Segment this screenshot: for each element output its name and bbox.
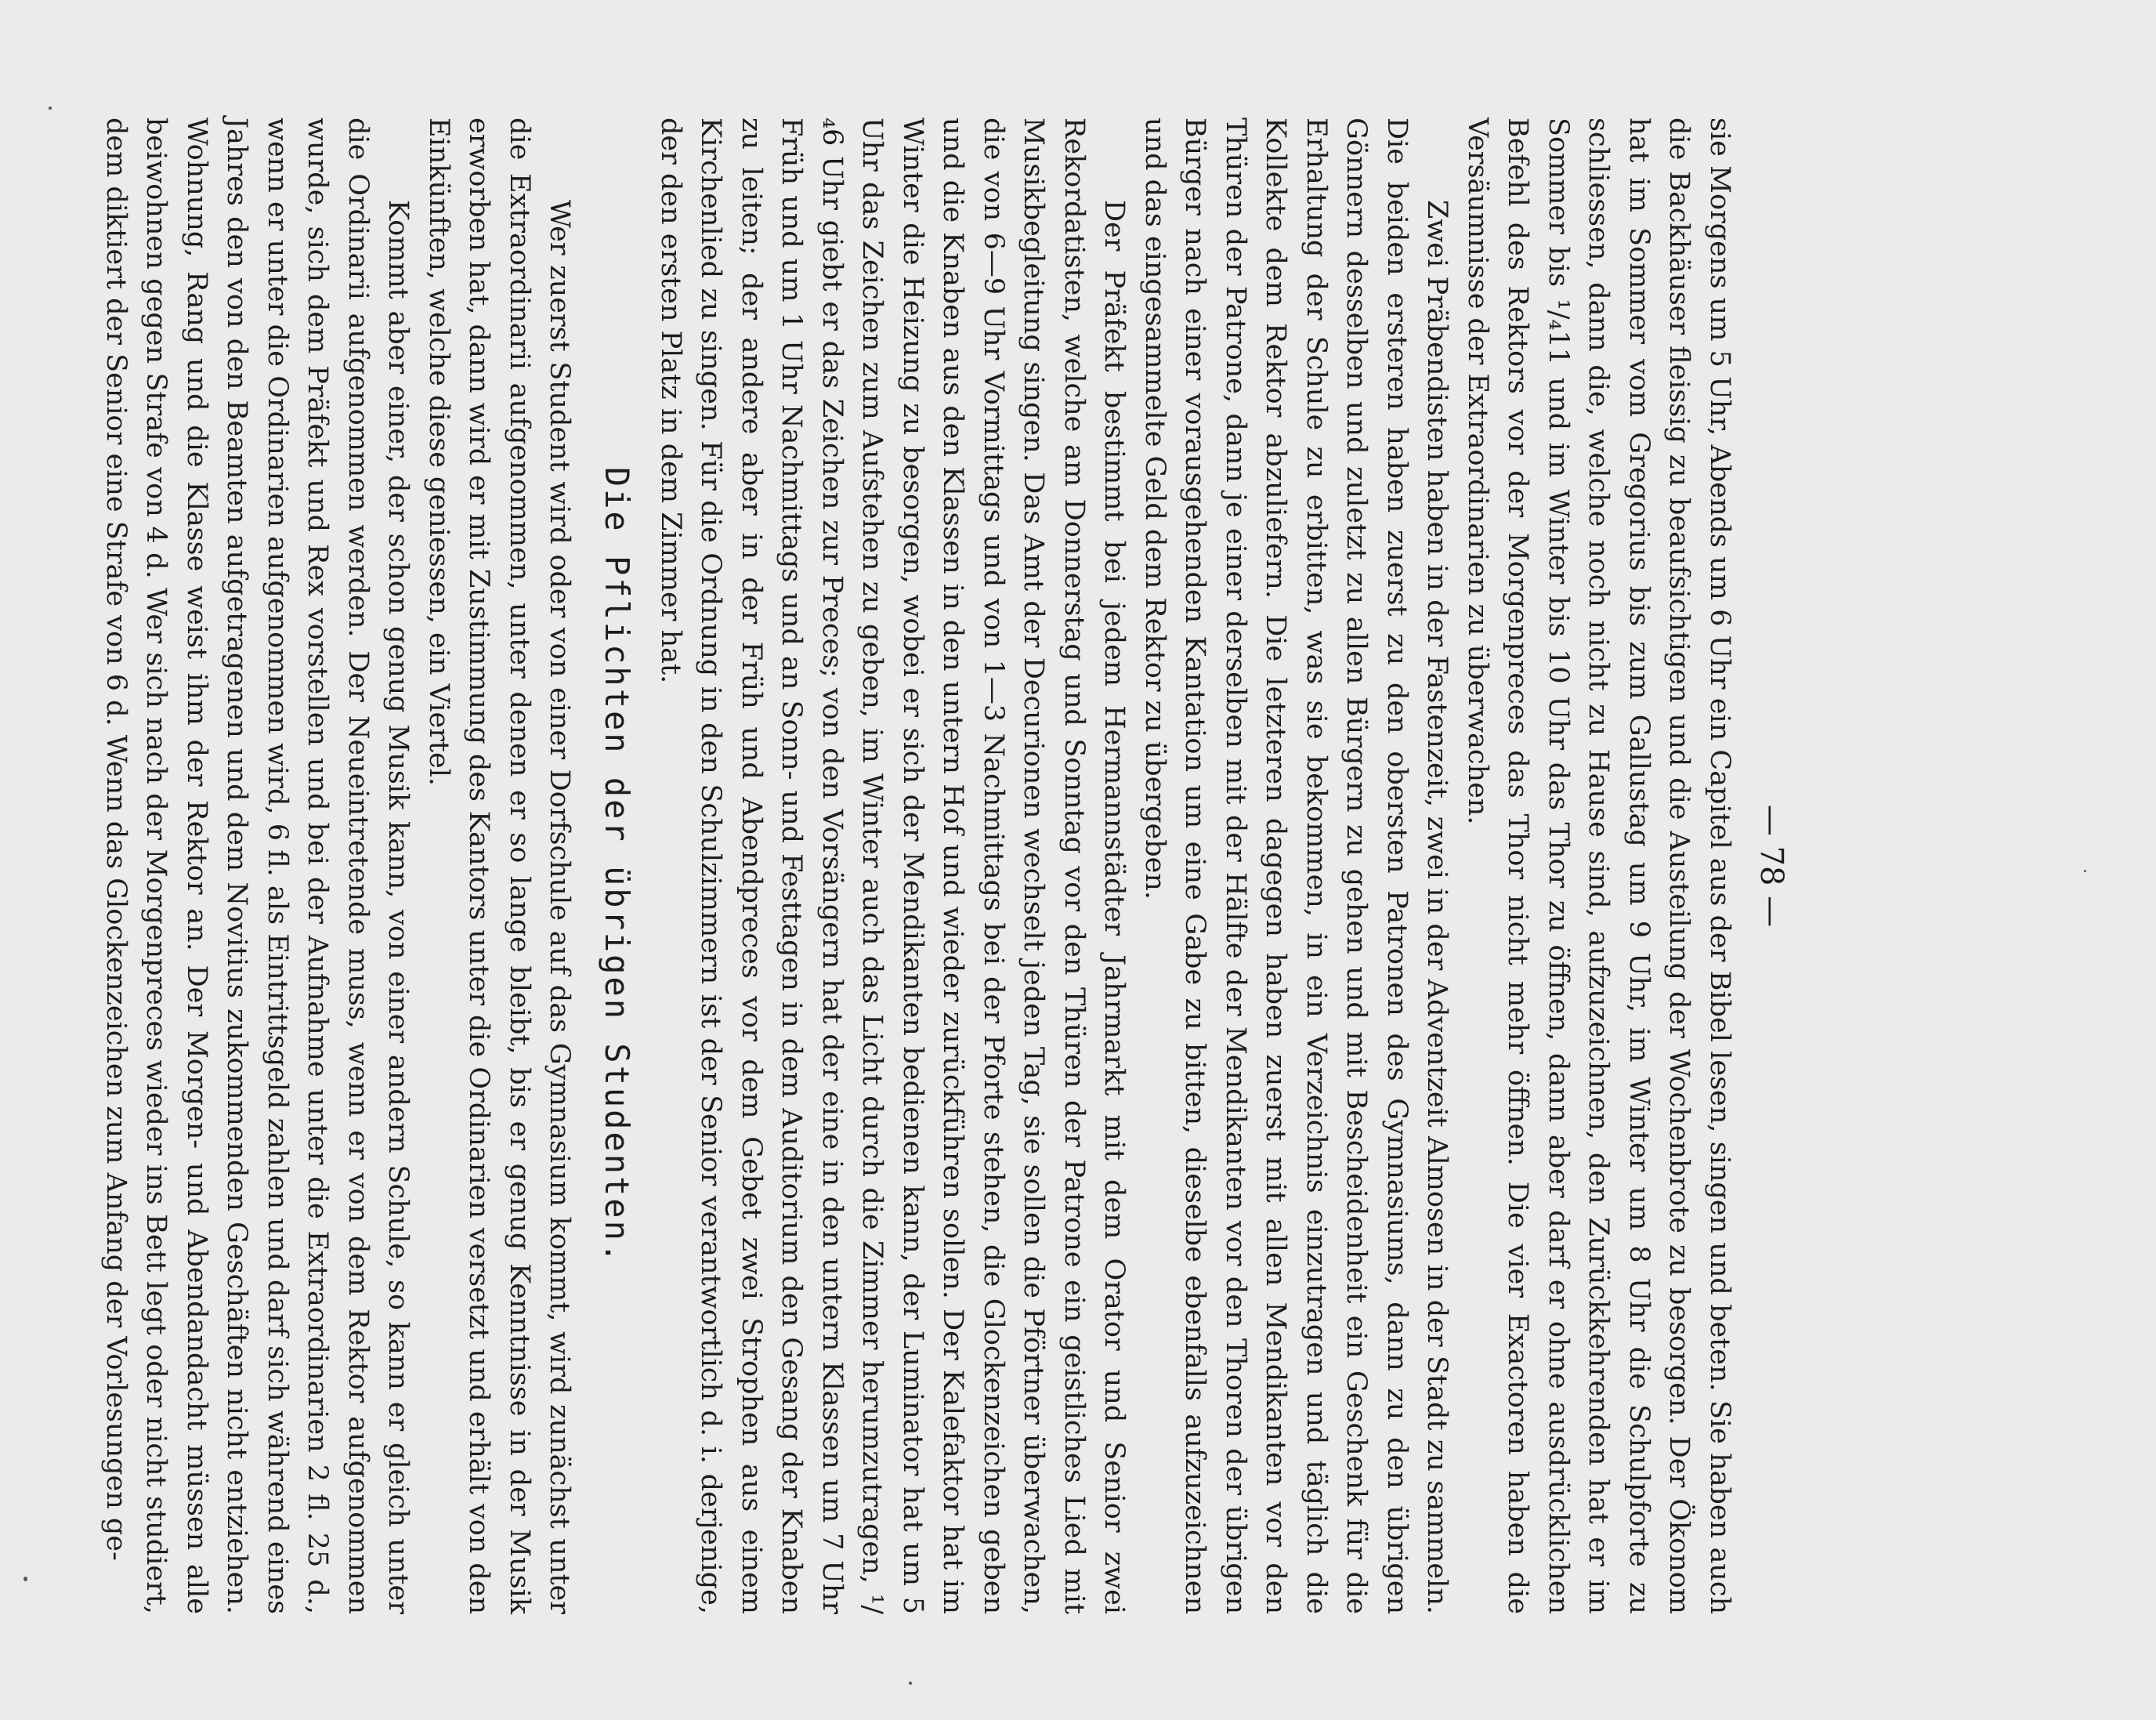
page-number: — 78 — [1753,804,1789,928]
paragraph-duties-continued: sie Morgens um 5 Uhr, Abends um 6 Uhr ein Capitel aus der Bibel lesen, singen und beten. Sie haben auch die Backhäuser fleissig zu beaufsichtigen und die Austeilung der Wochenbrote zu besorgen. Der Ökonom hat im Sommer vom Gregorius bis zum Gallustag um 9 Uhr, im Winter um 8 Uhr die Schulpforte zu schliessen, dann die, welche noch nicht zu Hause sind, aufzuzeichnen, den Zurückkehrenden hat er im Sommer bis ¹/₄11 und im Winter bis 10 Uhr das Thor zu öffnen, dann aber darf er ohne ausdrücklichen Befehl des Rektors vor der Morgenpreces das Thor nicht mehr öffnen. Die vier Exactoren haben die Versäumnisse der Extraordinarien zu überwachen. [1462,118,1735,1614]
paragraph-new-student: Wer zuerst Student wird oder von einer Dorfschule auf das Gymnasium kommt, wird zunächst unter die Extraordinarii aufgenommen, unter denen er so lange bleibt, bis er genug Kenntnisse in der Musik erworben hat, dann wird er mit Zustimmung des Kantors unter die Ordinarien versetzt und erhält von den Einkünften, welche diese geniessen, ein Viertel. [423,118,576,1614]
dust-speck [49,107,52,110]
paragraph-praebendisten: Zwei Präbendisten haben in der Fastenzeit, zwei in der Adventzeit Almosen in der Stadt zu sammeln. Die beiden ersteren haben zuerst zu den obersten Patronen des Gymnasiums, dann zu den übrigen Gönnern desselben und zuletzt zu allen Bürgern zu gehen und mit Bescheidenheit ein Geschenk für die Erhaltung der Schule zu erbitten, was sie bekommen, in ein Verzeichnis einzutragen und täglich die Kollekte dem Rektor abzuliefern. Die letzteren dagegen haben zuerst mit allen Mendikanten vor den Thüren der Patrone, dann je einer derselben mit der Hälfte der Mendikanten vor den Thoren der übrigen Bürger nach einer vorausgehenden Kantation um eine Gabe zu bitten, dieselbe ebenfalls aufzuzeichnen und das eingesammelte Geld dem Rektor zu übergeben. [1139,118,1453,1614]
section-heading: Die Pflichten der übrigen Studenten. [598,466,637,1266]
dust-speck [2084,870,2086,872]
dust-speck [24,1577,27,1581]
page-content [96,118,1792,1614]
dust-speck [909,1682,912,1685]
rotated-text-block [100,118,1791,1614]
paragraph-transfer-student: Kommt aber einer, der schon genug Musik kann, von einer andern Schule, so kann er gleich unter die Ordinarii aufgenommen werden. Der Neueintretende muss, wenn er von dem Rektor aufgenommen wurde, sich dem Präfekt und Rex vorstellen und bei der Aufnahme unter die Extraordinarien 2 fl. 25 d., wenn er unter die Ordinarien aufgenommen wird, 6 fl. als Eintrittsgeld zahlen und darf sich während eines Jahres den von den Beamten aufgetragenen und dem Novitius zukommenden Geschäften nicht entziehen. Wohnung, Rang und die Klasse weist ihm der Rektor an. Der Morgen- und Abendandacht müssen alle beiwohnen gegen Strafe von 4 d. Wer sich nach der Morgenpreces wieder ins Bett legt oder nicht studiert, dem diktiert der Senior eine Strafe von 6 d. Wenn das Glockenzeichen zum Anfang der Vorlesungen ge- [100,118,414,1614]
paragraph-praefekt: Der Präfekt bestimmt bei jedem Hermannstädter Jahrmarkt mit dem Orator und Senior zwei Rekordatisten, welche am Donnerstag und Sonntag vor den Thüren der Patrone ein geistliches Lied mit Musikbegleitung singen. Das Amt der Decurionen wechselt jeden Tag, sie sollen die Pförtner überwachen, die von 6—9 Uhr Vormittags und von 1—3 Nachmittags bei der Pforte stehen, die Glockenzeichen geben und die Knaben aus den Klassen in den untern Hof und wieder zurückführen sollen. Der Kalefaktor hat im Winter die Heizung zu besorgen, wobei er sich der Mendikanten bedienen kann, der Luminator hat um 5 Uhr das Zeichen zum Aufstehen zu geben, im Winter auch das Licht durch die Zimmer herumzutragen, ¹/₄6 Uhr giebt er das Zeichen zur Preces; von den Vorsängern hat der eine in den untern Klassen um 7 Uhr Früh und um 1 Uhr Nachmittags und an Sonn- und Festtagen in dem Auditorium den Gesang der Knaben zu leiten; der andere aber in der Früh und Abendpreces vor dem Gebet zwei Strophen aus einem Kirchenlied zu singen. Für die Ordnung in den Schulzimmern ist der Senior verantwortlich d. i. derjenige, der den ersten Platz in dem Zimmer hat. [655,118,1130,1614]
